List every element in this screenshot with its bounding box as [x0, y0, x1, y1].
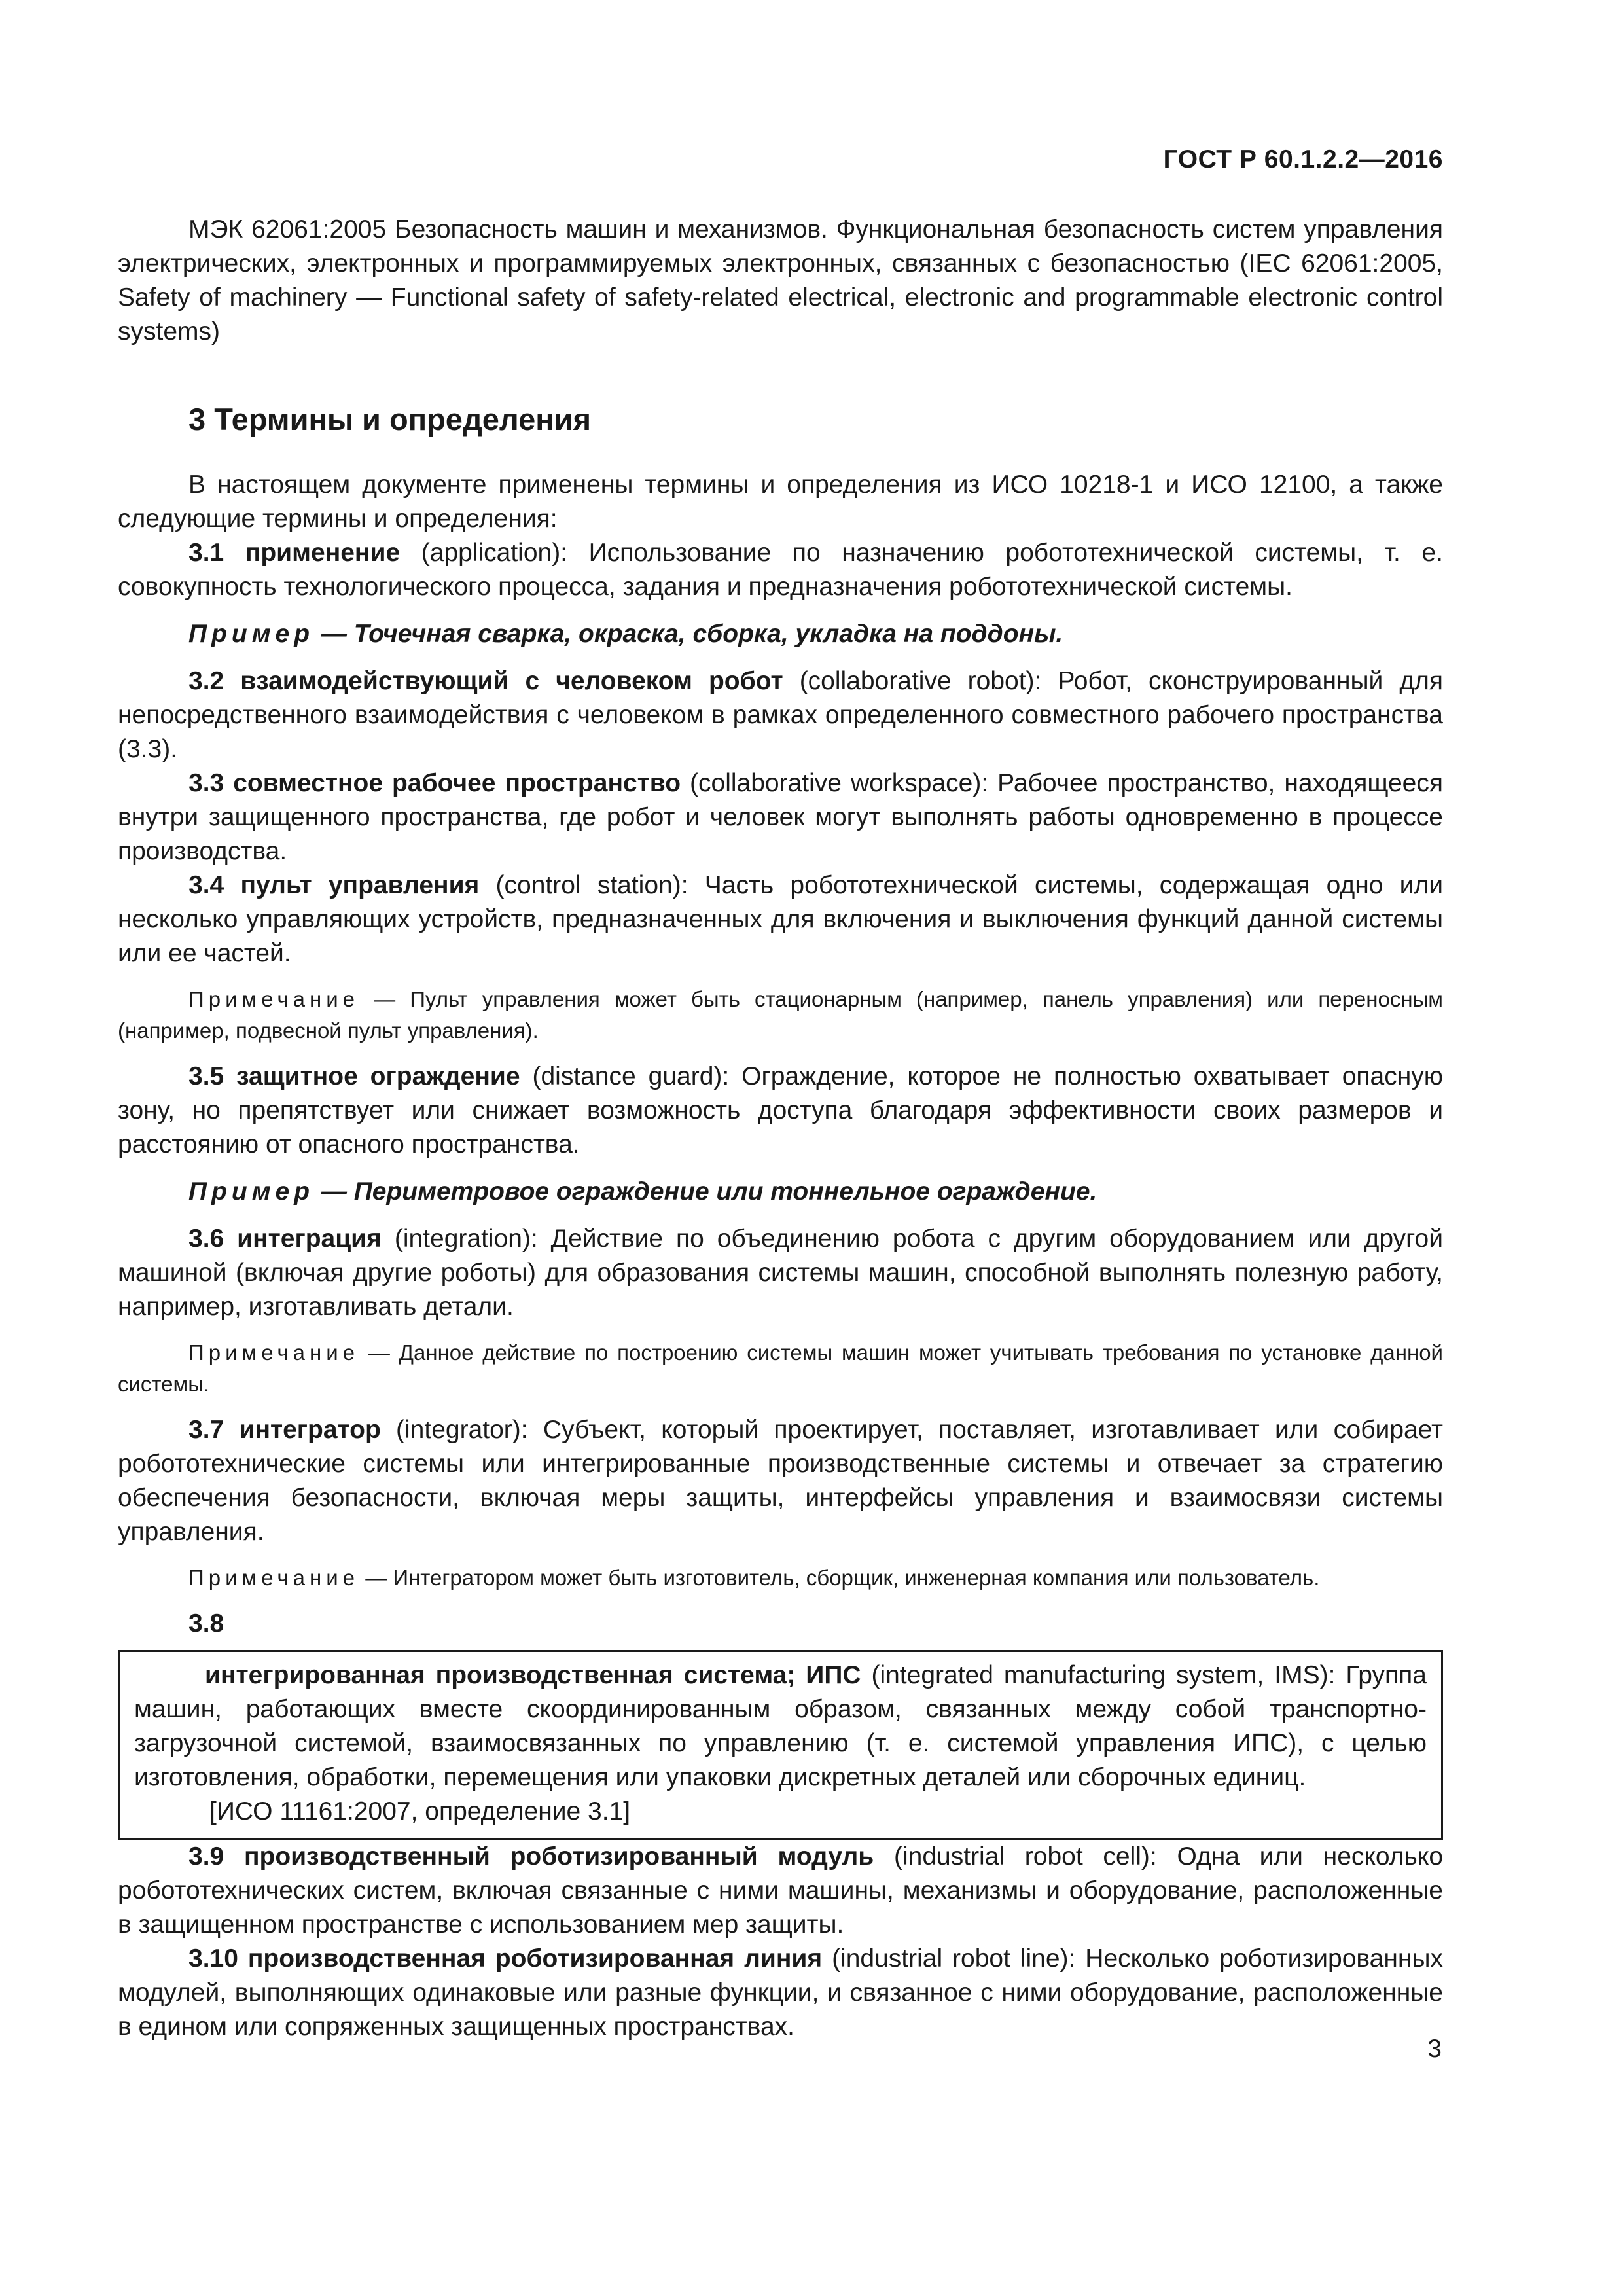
term-definition: Часть робототехнической системы, содержащая одно или несколько управляющих устройств, предназначенных для включения и выключения функций данной системы или ее частей.: [118, 871, 1443, 967]
term-english: (application):: [421, 539, 568, 567]
note-label: Примечание: [188, 987, 360, 1011]
term-english: (integrated manufacturing system, IMS):: [871, 1661, 1336, 1689]
term-number: 3.6: [188, 1225, 224, 1253]
term-number: 3.9: [188, 1842, 224, 1871]
term-english: (industrial robot cell):: [894, 1842, 1157, 1871]
page-content: [118, 213, 1443, 2044]
example-text: — Точечная сварка, окраска, сборка, укладка на поддоны.: [321, 620, 1063, 648]
term-definition: Ограждение, которое не полностью охватывает опасную зону, но препятствует или снижает возможность доступа благодаря эффективности своих размеров и расстоянию от опасного пространства.: [118, 1062, 1443, 1158]
intro-reference: МЭК 62061:2005 Безопасность машин и механизмов. Функциональная безопасность систем управления электрических, электронных и программируемых электронных, связанных с безопасностью (IEC 62061:2005, Safety of machinery — Functional safety of safety-related electrical, electronic and programmable electronic control systems): [118, 215, 1443, 346]
term-3-8: [134, 1659, 1427, 1795]
term-source: [ИСО 11161:2007, определение 3.1]: [209, 1797, 631, 1825]
term-name: интегрированная производственная система; ИПС: [205, 1661, 861, 1689]
page-number: 3: [1427, 2035, 1442, 2063]
note-3-7: [118, 1562, 1443, 1594]
term-definition: Несколько роботизированных модулей, выполняющих одинаковые или разные функции, и связанное с ними оборудование, расположенные в едином или сопряженных защищенных пространствах.: [118, 1945, 1443, 2041]
term-3-4: [118, 869, 1443, 971]
term-number: 3.3: [188, 769, 224, 797]
term-english: (control station):: [495, 871, 688, 899]
note-text: — Данное действие по построению системы машин может учитывать требования по установке данной системы.: [118, 1340, 1443, 1396]
term-number: 3.10: [188, 1945, 238, 1973]
term-name: производственная роботизированная линия: [247, 1945, 823, 1973]
term-name: производственный роботизированный модуль: [243, 1842, 874, 1871]
section-intro: В настоящем документе применены термины и определения из ИСО 10218-1 и ИСО 12100, а также следующие термины и определения:: [118, 471, 1443, 533]
term-number: 3.5: [188, 1062, 224, 1090]
term-name: применение: [245, 539, 401, 567]
term-english: (collaborative robot):: [799, 667, 1042, 695]
term-name: защитное ограждение: [236, 1062, 520, 1090]
boxed-term-3-8: [118, 1650, 1443, 1840]
term-3-8-number-line: [118, 1607, 1443, 1641]
term-definition: Группа машин, работающих вместе скоординированным образом, связанных между собой транспортно-загрузочной системой, взаимосвязанных по управлению (т. е. системой управления ИПС), с целью изготовления, обработки, перемещения или упаковки дискретных деталей или сборочных единиц.: [134, 1661, 1427, 1791]
term-number: 3.8: [188, 1609, 224, 1638]
example-3-5: [118, 1175, 1443, 1209]
example-label: Пример: [188, 620, 315, 648]
term-number: 3.1: [188, 539, 224, 567]
term-definition: Рабочее пространство, находящееся внутри защищенного пространства, где робот и человек могут выполнять работы одновременно в процессе производства.: [118, 769, 1443, 865]
term-number: 3.2: [188, 667, 224, 695]
term-3-2: [118, 664, 1443, 766]
term-english: (integrator):: [396, 1416, 528, 1444]
term-3-5: [118, 1060, 1443, 1162]
example-label: Пример: [188, 1177, 315, 1206]
term-3-10: [118, 1942, 1443, 2044]
term-3-3: [118, 766, 1443, 869]
term-3-9: [118, 1840, 1443, 1942]
term-english: (collaborative workspace):: [690, 769, 989, 797]
note-label: Примечание: [188, 1340, 360, 1365]
term-english: (distance guard):: [532, 1062, 730, 1090]
note-3-6: [118, 1337, 1443, 1400]
term-name: совместное рабочее пространство: [233, 769, 681, 797]
example-3-1: [118, 617, 1443, 651]
term-3-6: [118, 1222, 1443, 1324]
term-definition: Действие по объединению робота с другим оборудованием или другой машиной (включая другие роботы) для образования системы машин, способной выполнять полезную работу, например, изготавливать детали.: [118, 1225, 1443, 1321]
section-title: 3 Термины и определения: [188, 402, 591, 437]
term-3-7: [118, 1413, 1443, 1549]
term-definition: Субъект, который проектирует, поставляет, изготавливает или собирает робототехнические системы или интегрированные производственные системы и отвечает за стратегию обеспечения безопасности, включая меры защиты, интерфейсы управления и взаимосвязи системы управления.: [118, 1416, 1443, 1546]
term-3-1: [118, 536, 1443, 604]
term-name: интеграция: [237, 1225, 382, 1253]
term-name: пульт управления: [240, 871, 480, 899]
note-text: — Пульт управления может быть стационарным (например, панель управления) или переносным (например, подвесной пульт управления).: [118, 987, 1443, 1043]
note-label: Примечание: [188, 1566, 360, 1590]
term-definition: Использование по назначению робототехнической системы, т. е. совокупность технологического процесса, задания и предназначения робототехнической системы.: [118, 539, 1443, 601]
note-3-4: [118, 984, 1443, 1047]
term-name: интегратор: [239, 1416, 381, 1444]
term-english: (industrial robot line):: [832, 1945, 1076, 1973]
example-text: — Периметровое ограждение или тоннельное ограждение.: [321, 1177, 1097, 1206]
term-number: 3.4: [188, 871, 224, 899]
term-english: (integration):: [394, 1225, 538, 1253]
term-definition: Одна или несколько робототехнических систем, включая связанные с ними машины, механизмы и оборудование, расположенные в защищенном пространстве с использованием мер защиты.: [118, 1842, 1444, 1939]
term-number: 3.7: [188, 1416, 224, 1444]
term-definition: Робот, сконструированный для непосредственного взаимодействия с человеком в рамках определенного совместного рабочего пространства (3.3).: [118, 667, 1443, 763]
note-text: — Интегратором может быть изготовитель, сборщик, инженерная компания или пользователь.: [365, 1566, 1320, 1590]
document-id-header: ГОСТ Р 60.1.2.2—2016: [1163, 145, 1443, 173]
term-name: взаимодействующий с человеком робот: [240, 667, 783, 695]
